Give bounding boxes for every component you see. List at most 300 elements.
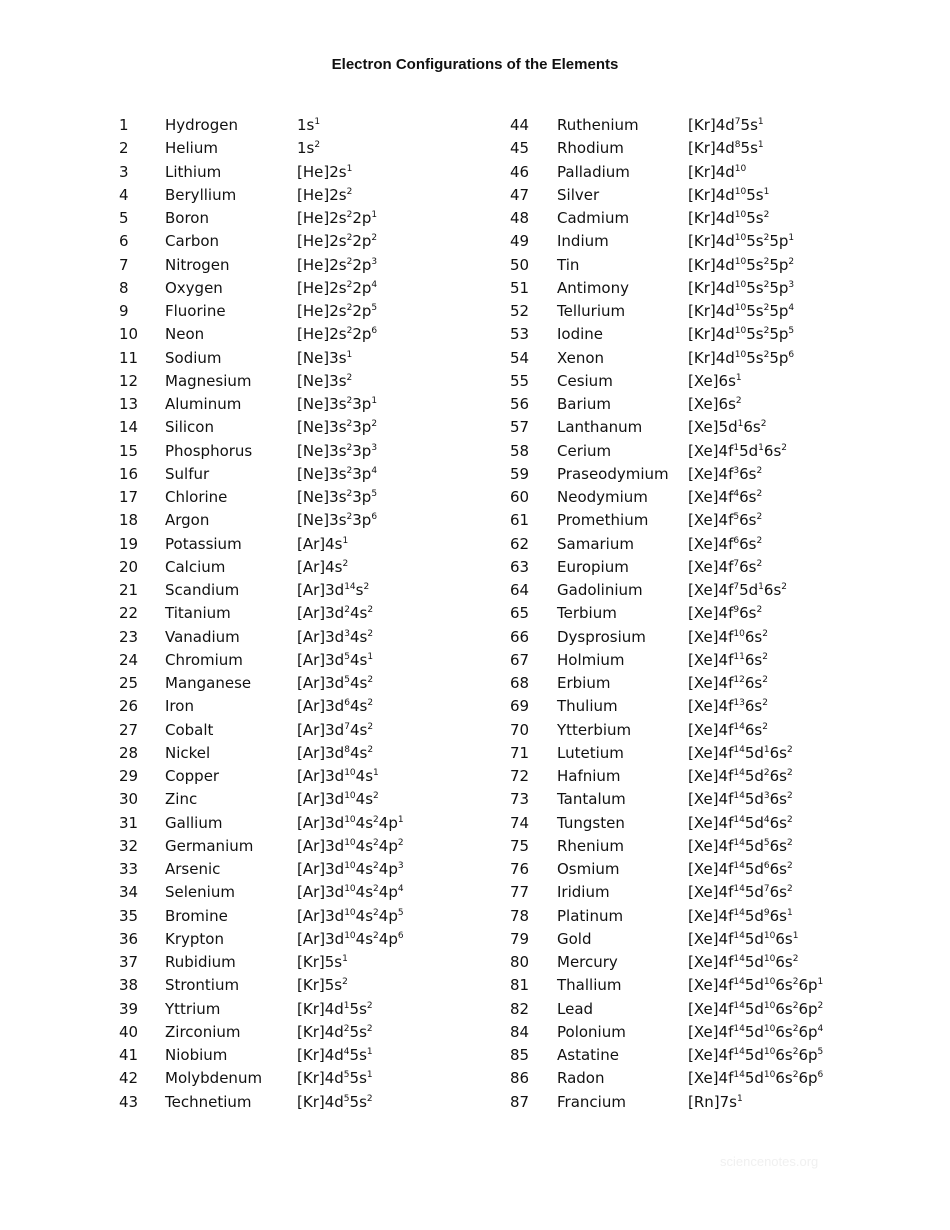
electron-configuration: $[Ar]3d^{10}4s^24p^5$ [297,906,404,925]
atomic-number: 5 [119,209,129,227]
element-name: Germanium [165,836,254,855]
atomic-number: 40 [119,1022,139,1041]
element-row [0,812,793,835]
atomic-number: 37 [119,953,139,971]
element-name: Yttrium [165,999,221,1018]
electron-configuration: $[Kr]4d^85s^1$ [688,139,764,158]
atomic-number: 58 [510,441,530,460]
element-name: Osmium [557,860,620,878]
atomic-number: 19 [119,534,139,553]
element-name: Gold [557,929,592,948]
electron-configuration: $[Xe]6s^2$ [688,395,742,413]
atomic-number: 31 [119,813,139,832]
electron-configuration: $[Ar]3d^84s^2$ [297,743,374,762]
electron-configuration: $[Xe]4f^36s^2$ [688,464,763,483]
electron-configuration: $[Ar]3d^74s^2$ [297,720,374,739]
element-name: Rhodium [557,139,624,158]
element-name: Ruthenium [557,116,639,134]
element-name: Magnesium [165,371,252,390]
atomic-number: 39 [119,999,139,1018]
electron-configuration: $[Ar]4s^2$ [297,557,349,576]
atomic-number: 27 [119,720,139,739]
atomic-number: 79 [510,929,530,948]
element-name: Ytterbium [557,720,632,739]
element-row [0,370,742,393]
element-name: Bromine [165,906,228,925]
atomic-number: 48 [510,209,530,227]
element-row [0,184,770,207]
electron-configuration: $[Ne]3s^23p^5$ [297,488,378,506]
electron-configuration: $[Kr]4d^{10}5s^25p^1$ [688,232,795,251]
element-row [0,881,793,904]
atomic-number: 4 [119,185,129,204]
element-name: Aluminum [165,395,242,413]
element-name: Erbium [557,674,611,692]
element-name: Strontium [165,976,240,995]
atomic-number: 61 [510,511,530,530]
atomic-number: 71 [510,743,530,762]
electron-configuration: $[Kr]4d^25s^2$ [297,1022,373,1041]
electron-configuration: $1s^2$ [297,139,321,158]
element-name: Cerium [557,441,612,460]
element-name: Cobalt [165,720,214,739]
element-name: Carbon [165,232,220,251]
element-name: Sulfur [165,464,210,483]
element-name: Iron [165,697,194,716]
element-row [0,463,763,486]
atomic-number: 86 [510,1069,530,1088]
element-row [0,765,793,788]
element-name: Radon [557,1069,605,1088]
element-name: Neon [165,325,205,344]
electron-configuration: $[Xe]4f^{14}5d^{10}6s^26p^5$ [688,1046,824,1064]
atomic-number: 26 [119,697,139,716]
atomic-number: 50 [510,255,530,274]
atomic-number: 15 [119,441,139,460]
element-name: Barium [557,395,611,413]
element-name: Gallium [165,813,223,832]
atomic-number: 67 [510,650,530,669]
element-row [0,416,767,439]
electron-configuration: $[Xe]4f^{14}5d^{10}6s^26p^2$ [688,999,824,1018]
element-name: Calcium [165,557,226,576]
electron-configuration: $[Xe]5d^16s^2$ [688,418,767,437]
atomic-number: 12 [119,371,139,390]
element-name: Zirconium [165,1022,241,1041]
element-name: Polonium [557,1022,626,1041]
electron-configuration: $[Ar]4s^1$ [297,534,349,553]
element-row [0,207,770,230]
atomic-number: 85 [510,1046,530,1064]
atomic-number: 76 [510,860,530,878]
element-name: Technetium [165,1092,252,1111]
element-row [0,905,793,928]
element-row [0,1091,743,1114]
electron-configuration: $[Ne]3s^23p^1$ [297,395,378,413]
element-name: Praseodymium [557,464,669,483]
electron-configuration: $[He]2s^2$ [297,185,353,204]
atomic-number: 29 [119,767,139,785]
atomic-number: 52 [510,302,530,320]
atomic-number: 70 [510,720,530,739]
electron-configuration: $[Xe]4f^{14}5d^56s^2$ [688,836,793,855]
atomic-number: 65 [510,604,530,623]
atomic-number: 18 [119,511,139,530]
element-name: Fluorine [165,302,226,320]
element-row [0,1021,824,1044]
atomic-number: 38 [119,976,139,995]
atomic-number: 51 [510,278,530,297]
atomic-number: 41 [119,1046,139,1064]
element-row [0,1067,824,1090]
element-name: Beryllium [165,185,237,204]
electron-configuration: $[Ar]3d^{10}4s^24p^3$ [297,860,404,878]
electron-configuration: $[Xe]4f^{14}5d^46s^2$ [688,813,793,832]
electron-configuration: $[Xe]4f^{10}6s^2$ [688,627,768,646]
electron-configuration: $[Kr]4d^75s^1$ [688,116,764,134]
element-name: Hydrogen [165,116,238,134]
element-row [0,161,747,184]
atomic-number: 59 [510,464,530,483]
atomic-number: 68 [510,674,530,692]
element-name: Cesium [557,371,613,390]
electron-configuration: $[Xe]4f^{12}6s^2$ [688,674,768,692]
atomic-number: 45 [510,139,530,158]
electron-configuration: $[Ne]3s^23p^3$ [297,441,378,460]
electron-configuration: $[Ar]3d^{10}4s^24p^4$ [297,883,404,902]
element-name: Rhenium [557,836,624,855]
atomic-number: 23 [119,627,139,646]
element-name: Niobium [165,1046,228,1064]
atomic-number: 75 [510,836,530,855]
electron-configuration: $[Xe]4f^66s^2$ [688,534,763,553]
element-name: Tantalum [557,790,626,809]
element-name: Astatine [557,1046,619,1064]
atomic-number: 28 [119,743,139,762]
electron-configuration: $[He]2s^1$ [297,162,353,181]
element-name: Argon [165,511,210,530]
electron-configuration: $[Xe]4f^{14}5d^{10}6s^26p^1$ [688,976,824,995]
element-name: Tin [557,255,580,274]
electron-configuration: $[Xe]4f^46s^2$ [688,488,763,506]
element-name: Samarium [557,534,634,553]
atomic-number: 87 [510,1092,530,1111]
electron-configuration: $[Xe]4f^{14}5d^16s^2$ [688,743,793,762]
element-name: Terbium [557,604,617,623]
atomic-number: 14 [119,418,139,437]
element-row [0,277,795,300]
electron-configuration: $[Rn]7s^1$ [688,1092,743,1111]
electron-configuration: $[Ar]3d^{10}4s^24p^2$ [297,836,404,855]
element-name: Tellurium [557,302,626,320]
element-name: Holmium [557,650,625,669]
electron-configuration: $[He]2s^22p^3$ [297,255,378,274]
atomic-number: 77 [510,883,530,902]
electron-configuration: $[Kr]4d^{10}5s^1$ [688,185,770,204]
electron-configuration: $[Xe]6s^1$ [688,371,742,390]
electron-configuration: $[Ne]3s^2$ [297,371,353,390]
element-name: Antimony [557,278,629,297]
element-name: Hafnium [557,767,621,785]
element-row [0,393,742,416]
element-name: Mercury [557,953,618,971]
element-name: Arsenic [165,860,221,878]
element-name: Sodium [165,348,222,367]
page-title: Electron Configurations of the Elements [331,56,619,73]
element-row [0,928,799,951]
electron-configuration: $[Kr]5s^1$ [297,953,348,971]
atomic-number: 8 [119,278,129,297]
electron-configuration: $[Xe]4f^75d^16s^2$ [688,581,788,599]
electron-configuration: $[Ar]3d^34s^2$ [297,627,374,646]
electron-configuration: $[Ar]3d^{10}4s^24p^6$ [297,929,404,948]
element-name: Phosphorus [165,441,253,460]
element-name: Silicon [165,418,214,437]
atomic-number: 32 [119,836,139,855]
element-name: Lithium [165,162,222,181]
electron-configuration: $[Kr]4d^{10}$ [688,162,747,181]
electron-configuration: $[Xe]4f^{14}5d^{10}6s^26p^4$ [688,1022,824,1041]
electron-configuration: $[Kr]5s^2$ [297,976,348,995]
element-name: Neodymium [557,488,648,506]
atomic-number: 34 [119,883,139,902]
electron-configuration: $[He]2s^22p^4$ [297,278,378,297]
electron-configuration: $[Xe]4f^{14}5d^{10}6s^2$ [688,953,799,971]
atomic-number: 60 [510,488,530,506]
electron-configuration: $[Ne]3s^23p^4$ [297,464,378,483]
element-name: Iridium [557,883,610,902]
atomic-number: 44 [510,116,530,134]
electron-configuration: $[Kr]4d^45s^1$ [297,1046,373,1064]
electron-configuration: $[Kr]4d^{10}5s^25p^6$ [688,348,795,367]
element-name: Thallium [557,976,622,995]
element-row [0,347,795,370]
electron-configuration: $[Kr]4d^{10}5s^25p^4$ [688,302,795,320]
element-name: Lutetium [557,743,624,762]
element-row [0,533,763,556]
electron-configuration: $[Xe]4f^{14}5d^96s^1$ [688,906,793,925]
element-name: Chromium [165,650,243,669]
element-name: Vanadium [165,627,240,646]
electron-configuration: $[He]2s^22p^2$ [297,232,378,251]
electron-configuration: $[Xe]4f^{14}5d^26s^2$ [688,767,793,785]
element-row [0,858,793,881]
electron-configuration: $[Xe]4f^{14}5d^{10}6s^1$ [688,929,799,948]
element-row [0,254,795,277]
element-row [0,626,768,649]
electron-configuration: $[Xe]4f^{14}5d^76s^2$ [688,883,793,902]
electron-configuration: $[Ar]3d^24s^2$ [297,604,374,623]
atomic-number: 36 [119,929,139,948]
element-row [0,230,795,253]
element-name: Helium [165,139,218,158]
element-name: Platinum [557,906,624,925]
electron-configuration: $[Xe]4f^96s^2$ [688,604,763,623]
atomic-number: 22 [119,604,139,623]
element-row [0,486,763,509]
element-name: Chlorine [165,488,228,506]
atomic-number: 84 [510,1022,530,1041]
element-name: Copper [165,767,220,785]
element-name: Iodine [557,325,604,344]
element-name: Indium [557,232,609,251]
electron-configuration: $[Ar]3d^64s^2$ [297,697,374,716]
electron-configuration: $[Kr]4d^55s^2$ [297,1092,373,1111]
atomic-number: 73 [510,790,530,809]
atomic-number: 55 [510,371,530,390]
atomic-number: 81 [510,976,530,995]
element-row [0,579,788,602]
element-row [0,509,763,532]
atomic-number: 7 [119,255,129,274]
element-row [0,695,768,718]
element-list-right [0,114,824,1114]
element-name: Lead [557,999,594,1018]
atomic-number: 66 [510,627,530,646]
element-name: Palladium [557,162,630,181]
element-name: Scandium [165,581,240,599]
element-name: Zinc [165,790,198,809]
atomic-number: 13 [119,395,139,413]
element-row [0,974,824,997]
atomic-number: 72 [510,767,530,785]
atomic-number: 78 [510,906,530,925]
watermark: sciencenotes.org [720,1154,819,1169]
element-name: Nickel [165,743,211,762]
element-name: Xenon [557,348,605,367]
atomic-number: 46 [510,162,530,181]
element-name: Francium [557,1092,626,1111]
atomic-number: 42 [119,1069,139,1088]
atomic-number: 3 [119,162,129,181]
element-name: Cadmium [557,209,630,227]
electron-configuration: $1s^1$ [297,116,321,134]
electron-configuration: $[Kr]4d^{10}5s^2$ [688,209,770,227]
element-row [0,672,768,695]
electron-configuration: $[Xe]4f^15d^16s^2$ [688,441,788,460]
electron-configuration: $[Xe]4f^{14}5d^66s^2$ [688,860,793,878]
atomic-number: 69 [510,697,530,716]
electron-configuration: $[Ne]3s^23p^2$ [297,418,378,437]
atomic-number: 35 [119,906,139,925]
electron-configuration: $[Ne]3s^23p^6$ [297,511,378,530]
atomic-number: 63 [510,557,530,576]
electron-configuration: $[Ar]3d^54s^1$ [297,650,374,669]
electron-configuration: $[He]2s^22p^6$ [297,325,378,344]
atomic-number: 74 [510,813,530,832]
element-name: Boron [165,209,209,227]
atomic-number: 20 [119,557,139,576]
atomic-number: 54 [510,348,530,367]
atomic-number: 6 [119,232,129,251]
electron-configuration: $[Xe]4f^{14}5d^{10}6s^26p^6$ [688,1069,824,1088]
element-name: Titanium [165,604,231,623]
element-name: Thulium [557,697,618,716]
atomic-number: 2 [119,139,129,158]
element-name: Dysprosium [557,627,646,646]
element-row [0,300,795,323]
element-row [0,114,764,137]
electron-configuration: $[Xe]4f^{14}6s^2$ [688,720,768,739]
electron-configuration: $[Ar]3d^{10}4s^1$ [297,767,379,785]
element-row [0,602,763,625]
atomic-number: 80 [510,953,530,971]
element-row [0,742,793,765]
electron-configuration: $[Xe]4f^{13}6s^2$ [688,697,768,716]
electron-configuration: $[Xe]4f^{14}5d^36s^2$ [688,790,793,809]
electron-configuration: $[Kr]4d^{10}5s^25p^5$ [688,325,795,344]
element-name: Rubidium [165,953,236,971]
electron-configuration: $[Kr]4d^15s^2$ [297,999,373,1018]
element-row [0,951,799,974]
element-row [0,998,824,1021]
electron-configuration: $[He]2s^22p^5$ [297,302,378,320]
element-name: Nitrogen [165,255,230,274]
element-row [0,835,793,858]
electron-configuration: $[Ar]3d^54s^2$ [297,674,374,692]
atomic-number: 10 [119,325,139,344]
atomic-number: 9 [119,302,129,320]
atomic-number: 49 [510,232,530,251]
element-row [0,323,795,346]
element-row [0,719,768,742]
atomic-number: 82 [510,999,530,1018]
element-name: Potassium [165,534,242,553]
atomic-number: 64 [510,581,530,599]
element-name: Krypton [165,929,224,948]
atomic-number: 33 [119,860,139,878]
element-name: Manganese [165,674,252,692]
electron-configuration: $[Ne]3s^1$ [297,348,353,367]
element-row [0,788,793,811]
atomic-number: 24 [119,650,139,669]
element-name: Molybdenum [165,1069,263,1088]
element-name: Lanthanum [557,418,643,437]
atomic-number: 1 [119,116,129,134]
element-name: Selenium [165,883,235,902]
element-name: Promethium [557,511,649,530]
element-name: Silver [557,185,600,204]
atomic-number: 17 [119,488,139,506]
electron-configuration: $[Kr]4d^{10}5s^25p^3$ [688,278,795,297]
element-row [0,440,788,463]
atomic-number: 47 [510,185,530,204]
atomic-number: 30 [119,790,139,809]
element-name: Gadolinium [557,581,643,599]
element-row [0,556,763,579]
atomic-number: 25 [119,674,139,692]
element-name: Europium [557,557,629,576]
element-row [0,137,764,160]
atomic-number: 43 [119,1092,139,1111]
electron-configuration: $[Ar]3d^{10}4s^24p^1$ [297,813,404,832]
electron-configuration: $[Xe]4f^{11}6s^2$ [688,650,768,669]
electron-configuration: $[Ar]3d^{10}4s^2$ [297,790,379,809]
electron-configuration: $[Kr]4d^55s^1$ [297,1069,373,1088]
electron-configuration: $[Ar]3d^{14}s^2$ [297,581,370,599]
element-row [0,1044,824,1067]
element-name: Oxygen [165,278,223,297]
electron-configuration: $[Xe]4f^56s^2$ [688,511,763,530]
atomic-number: 16 [119,464,139,483]
atomic-number: 21 [119,581,139,599]
electron-configuration: $[He]2s^22p^1$ [297,209,378,227]
element-row [0,649,768,672]
electron-configuration: $[Xe]4f^76s^2$ [688,557,763,576]
atomic-number: 56 [510,395,530,413]
atomic-number: 57 [510,418,530,437]
electron-configuration: $[Kr]4d^{10}5s^25p^2$ [688,255,795,274]
